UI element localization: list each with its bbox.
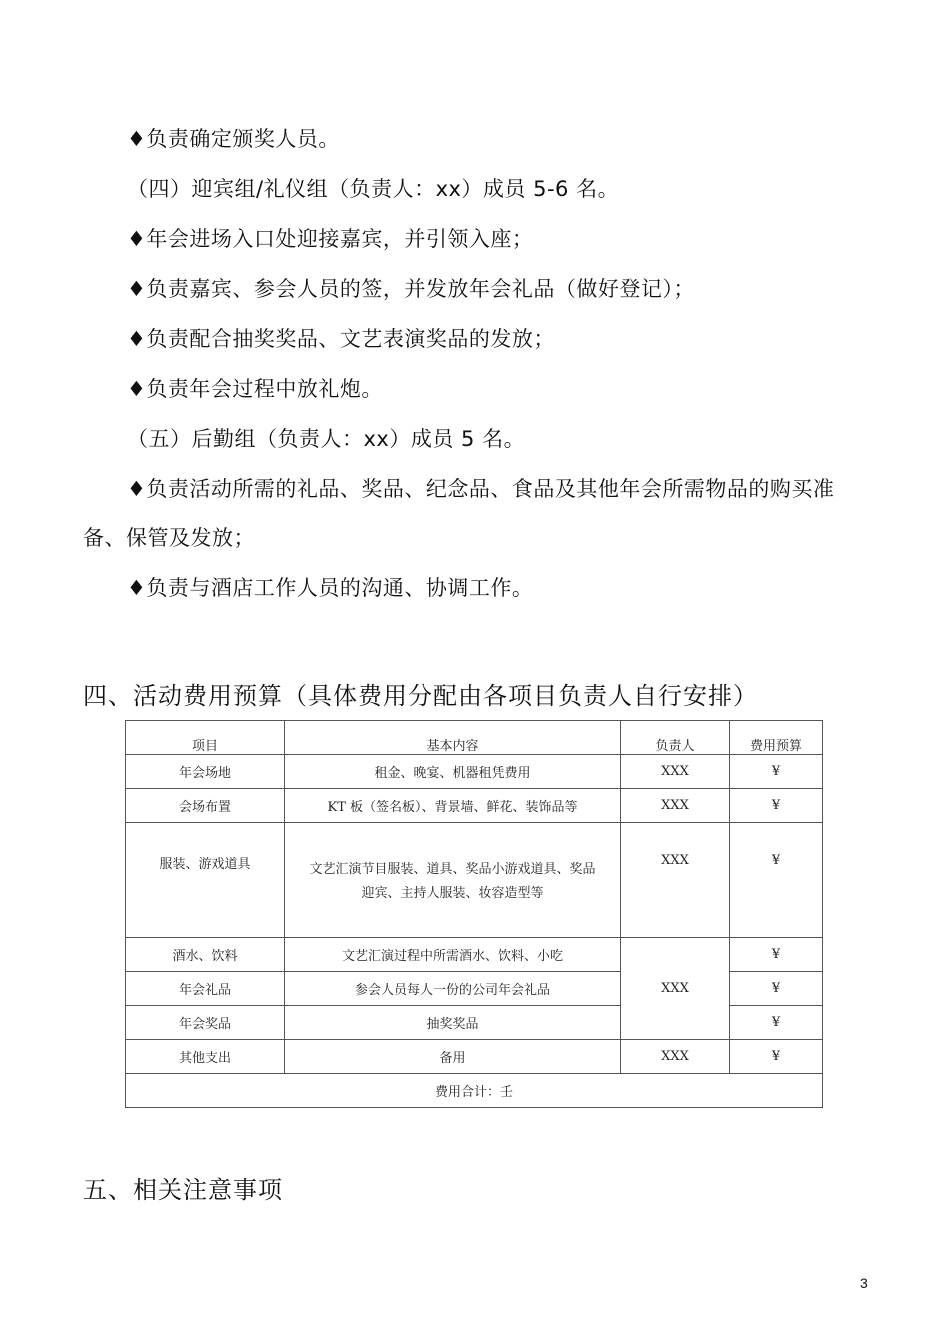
table-row [126,789,823,823]
cell-item: 服装、游戏道具 [126,823,285,938]
cell-content-line-1: 文艺汇演节目服装、道具、奖品小游戏道具、奖品 [309,862,596,877]
table-header-row [126,721,823,755]
cell-budget: ¥ [730,1006,823,1040]
cell-content: 抽奖奖品 [285,1006,621,1040]
budget-table [125,720,823,1108]
table-row [126,1040,823,1074]
section-4-heading: 四、活动费用预算（具体费用分配由各项目负责人自行安排） [83,682,758,710]
cell-owner: XXX [621,789,730,823]
cell-owner-merged: XXX [621,938,730,1040]
page-number: 3 [860,1275,868,1291]
cell-item: 年会礼品 [126,972,285,1006]
cell-owner: XXX [621,823,730,938]
cell-budget: ¥ [730,789,823,823]
cell-budget: ¥ [730,755,823,789]
cell-item: 其他支出 [126,1040,285,1074]
paragraph-1: ♦负责确定颁奖人员。 [127,127,340,151]
header-content: 基本内容 [285,721,621,755]
paragraph-3: ♦年会进场入口处迎接嘉宾，并引领入座； [127,227,534,251]
cell-item: 年会奖品 [126,1006,285,1040]
header-budget: 费用预算 [730,721,823,755]
cell-budget: ¥ [730,938,823,972]
paragraph-8: ♦负责活动所需的礼品、奖品、纪念品、食品及其他年会所需物品的购买准 [127,477,835,501]
table-row [126,755,823,789]
cell-content: KT 板（签名板）、背景墙、鲜花、装饰品等 [285,789,621,823]
table-total-row [126,1074,823,1108]
paragraph-8-continued: 备、保管及发放； [83,526,255,550]
cell-item: 会场布置 [126,789,285,823]
paragraph-6: ♦负责年会过程中放礼炮。 [127,377,383,401]
cell-item: 年会场地 [126,755,285,789]
cell-content-line-2: 迎宾、主持人服装、妆容造型等 [361,886,544,901]
cell-owner: XXX [621,1040,730,1074]
table-row [126,823,823,938]
cell-content: 租金、晚宴、机器租凭费用 [285,755,621,789]
paragraph-2: （四）迎宾组/礼仪组（负责人：xx）成员 5-6 名。 [127,177,620,201]
cell-content: 文艺汇演过程中所需酒水、饮料、小吃 [285,938,621,972]
cell-budget: ¥ [730,1040,823,1074]
paragraph-9: ♦负责与酒店工作人员的沟通、协调工作。 [127,576,534,600]
cell-content: 备用 [285,1040,621,1074]
table-row [126,938,823,972]
cell-budget: ¥ [730,972,823,1006]
paragraph-4: ♦负责嘉宾、参会人员的签，并发放年会礼品（做好登记）； [127,277,695,301]
paragraph-5: ♦负责配合抽奖奖品、文艺表演奖品的发放； [127,327,555,351]
header-owner: 负责人 [621,721,730,755]
header-item: 项目 [126,721,285,755]
cell-content [285,823,621,938]
cell-budget: ¥ [730,823,823,938]
paragraph-7: （五）后勤组（负责人：xx）成员 5 名。 [127,427,526,451]
cell-owner: XXX [621,755,730,789]
section-5-heading: 五、相关注意事项 [83,1176,283,1204]
cell-content: 参会人员每人一份的公司年会礼品 [285,972,621,1006]
cell-total: 费用合计：壬 [126,1074,823,1108]
cell-item: 酒水、饮料 [126,938,285,972]
